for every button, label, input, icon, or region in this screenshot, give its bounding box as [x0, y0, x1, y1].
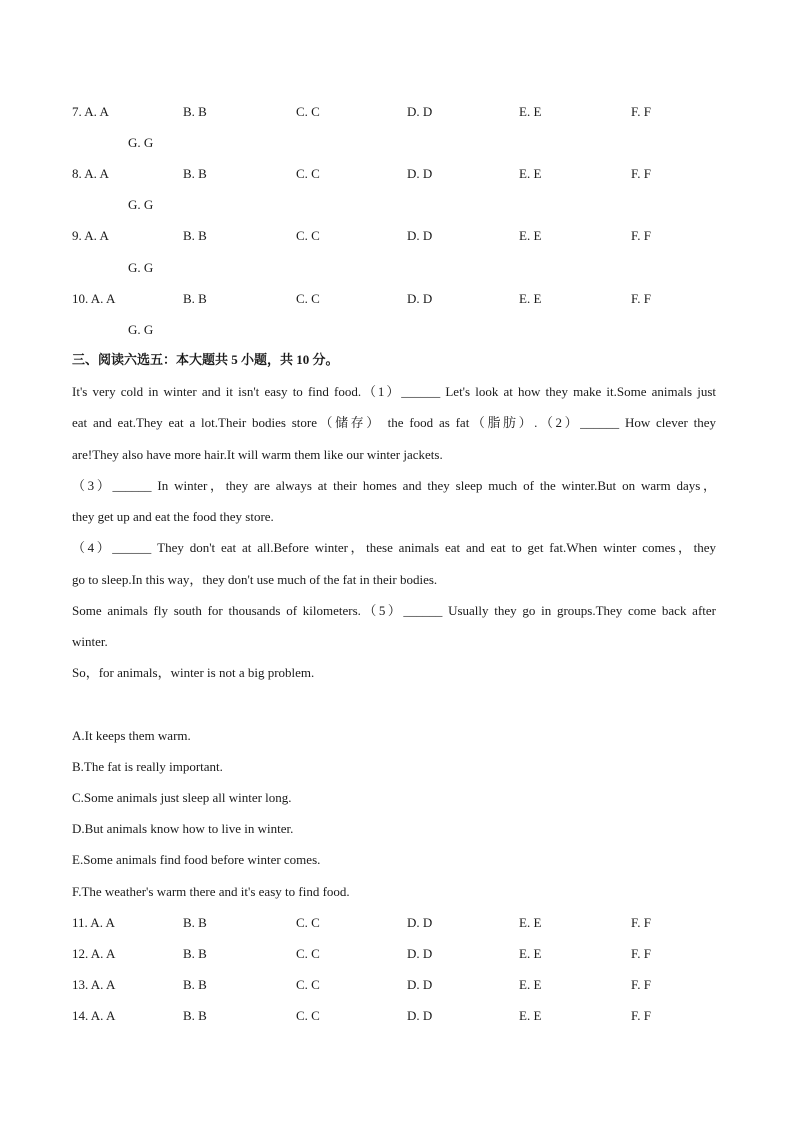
passage-line: So，for animals，winter is not a big problem.	[72, 665, 315, 680]
option-d: D. D	[407, 915, 433, 930]
choice-f: F.The weather's warm there and it's easy to find food.	[72, 884, 350, 899]
option-e: E. E	[519, 946, 542, 961]
option-b: B. B	[183, 946, 207, 961]
choice-b: B.The fat is really important.	[72, 759, 223, 774]
option-c: C. C	[296, 946, 320, 961]
option-c: C. C	[296, 228, 320, 243]
passage-line: Some animals fly south for thousands of kilometers.（5）______ Usually they go in groups.They come back after	[72, 603, 716, 618]
choice-c: C.Some animals just sleep all winter long.	[72, 790, 292, 805]
option-a: 8. A. A	[72, 166, 109, 181]
option-f: F. F	[631, 977, 651, 992]
option-e: E. E	[519, 166, 542, 181]
option-f: F. F	[631, 166, 651, 181]
option-b: B. B	[183, 1008, 207, 1023]
option-e: E. E	[519, 104, 542, 119]
option-c: C. C	[296, 1008, 320, 1023]
choice-d: D.But animals know how to live in winter.	[72, 821, 294, 836]
option-e: E. E	[519, 1008, 542, 1023]
passage-line: （4）______ They don't eat at all.Before winter，these animals eat and eat to get fat.When winter comes，they	[72, 540, 716, 555]
passage-line: winter.	[72, 634, 108, 649]
passage-line: eat and eat.They eat a lot.Their bodies store（储存） the food as fat（脂肪）.（2）______ How clever they	[72, 415, 716, 430]
passage-line: they get up and eat the food they store.	[72, 509, 274, 524]
option-e: E. E	[519, 291, 542, 306]
option-g: G. G	[128, 322, 154, 337]
option-g: G. G	[128, 135, 154, 150]
option-a: 11. A. A	[72, 915, 115, 930]
option-f: F. F	[631, 104, 651, 119]
option-f: F. F	[631, 946, 651, 961]
option-e: E. E	[519, 915, 542, 930]
option-f: F. F	[631, 1008, 651, 1023]
option-d: D. D	[407, 977, 433, 992]
option-c: C. C	[296, 915, 320, 930]
option-b: B. B	[183, 104, 207, 119]
option-g: G. G	[128, 260, 154, 275]
option-d: D. D	[407, 166, 433, 181]
option-d: D. D	[407, 291, 433, 306]
option-b: B. B	[183, 291, 207, 306]
option-d: D. D	[407, 1008, 433, 1023]
option-a: 9. A. A	[72, 228, 109, 243]
option-a: 10. A. A	[72, 291, 116, 306]
passage-line: （3）______ In winter，they are always at their homes and they sleep much of the winter.But on warm days，	[72, 478, 716, 493]
choice-a: A.It keeps them warm.	[72, 728, 191, 743]
option-b: B. B	[183, 977, 207, 992]
option-a: 7. A. A	[72, 104, 109, 119]
option-c: C. C	[296, 104, 320, 119]
option-c: C. C	[296, 977, 320, 992]
option-c: C. C	[296, 166, 320, 181]
passage-line: It's very cold in winter and it isn't easy to find food.（1）______ Let's look at how they make it.Some animals just	[72, 384, 716, 399]
option-a: 14. A. A	[72, 1008, 116, 1023]
option-g: G. G	[128, 197, 154, 212]
option-f: F. F	[631, 228, 651, 243]
option-d: D. D	[407, 228, 433, 243]
choice-e: E.Some animals find food before winter comes.	[72, 852, 321, 867]
option-b: B. B	[183, 166, 207, 181]
option-a: 12. A. A	[72, 946, 116, 961]
option-e: E. E	[519, 228, 542, 243]
passage-line: go to sleep.In this way，they don't use much of the fat in their bodies.	[72, 572, 438, 587]
option-e: E. E	[519, 977, 542, 992]
option-b: B. B	[183, 228, 207, 243]
option-d: D. D	[407, 946, 433, 961]
option-a: 13. A. A	[72, 977, 116, 992]
option-f: F. F	[631, 915, 651, 930]
passage-line: are!They also have more hair.It will warm them like our winter jackets.	[72, 447, 443, 462]
option-b: B. B	[183, 915, 207, 930]
section-title: 三、阅读六选五：本大题共 5 小题，共 10 分。	[72, 352, 339, 367]
option-c: C. C	[296, 291, 320, 306]
option-f: F. F	[631, 291, 651, 306]
option-d: D. D	[407, 104, 433, 119]
